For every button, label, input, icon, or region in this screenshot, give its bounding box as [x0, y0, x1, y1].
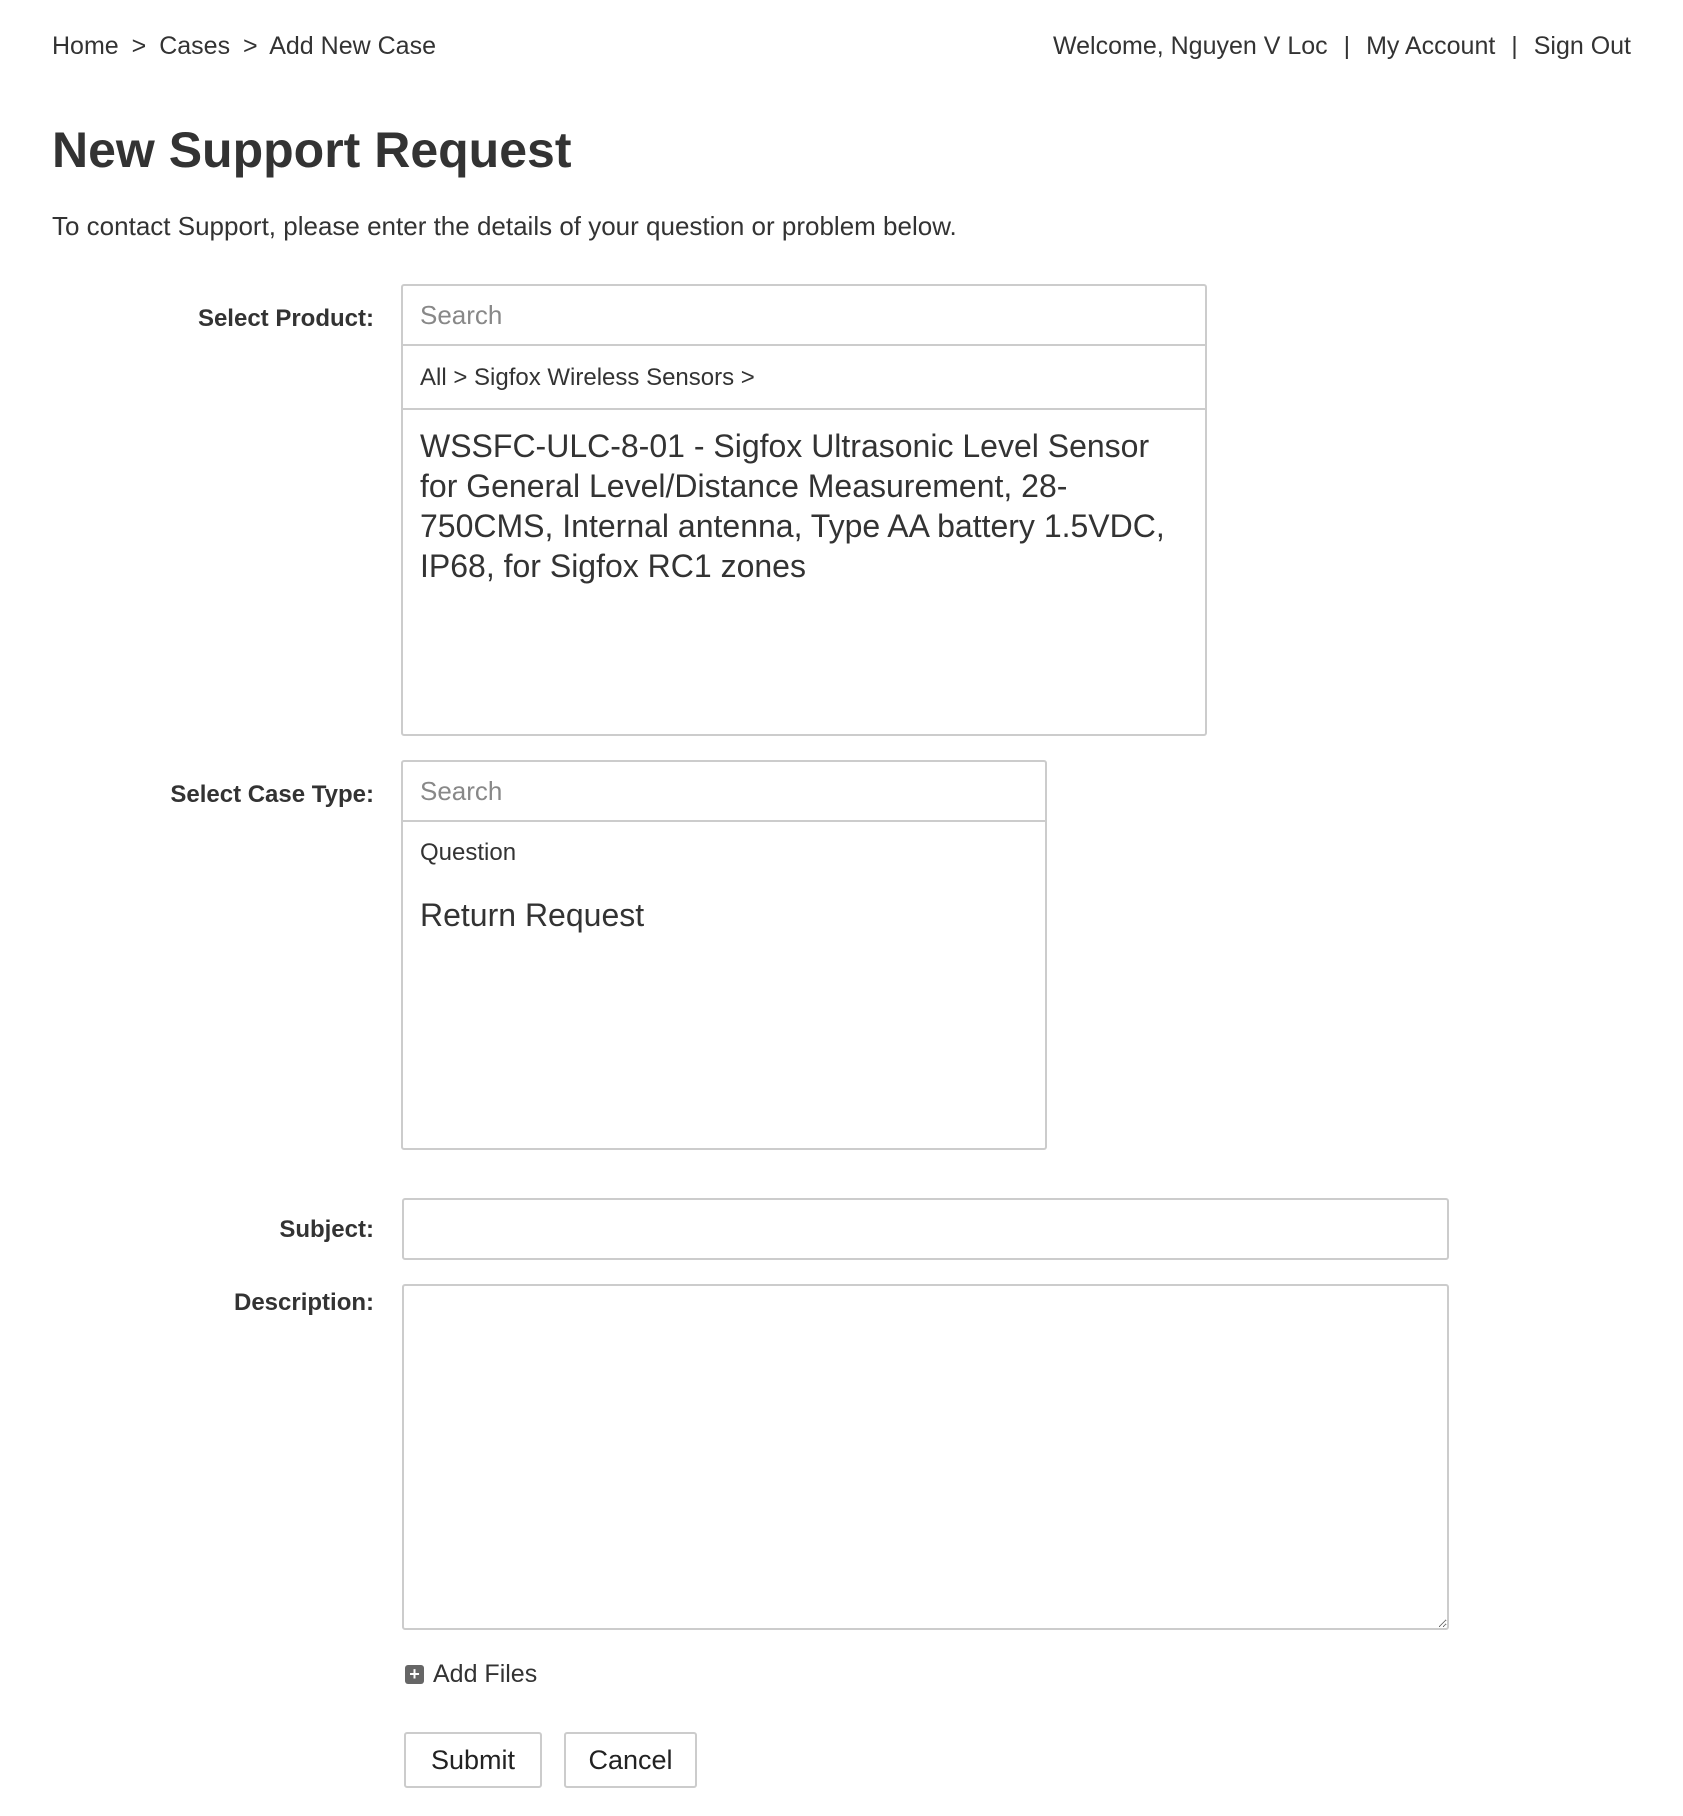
cancel-button[interactable]: Cancel [564, 1732, 697, 1788]
add-files-label: Add Files [433, 1660, 538, 1688]
account-separator: | [1343, 32, 1351, 60]
product-list-item[interactable]: WSSFC-ULC-8-01 - Sigfox Ultrasonic Level Sensor for General Level/Distance Measurement, 28-750CMS, Internal antenna, Type AA battery 1.5VDC, IP68, for Sigfox RC1 zones [420, 428, 1165, 584]
add-files-button[interactable] [405, 1656, 537, 1692]
product-picker [401, 284, 1207, 736]
breadcrumb-home-link[interactable]: Home [52, 32, 119, 60]
breadcrumb-separator: > [243, 32, 258, 60]
plus-square-icon: + [405, 1665, 424, 1684]
case-type-item-question[interactable]: Question [420, 839, 517, 866]
breadcrumb-cases-link[interactable]: Cases [159, 32, 231, 60]
page-title: New Support Request [52, 122, 572, 178]
account-separator: | [1511, 32, 1518, 60]
subject-label: Subject: [279, 1216, 374, 1243]
description-label: Description: [233, 1289, 374, 1316]
breadcrumb-current: Add New Case [269, 32, 436, 60]
account-links [1053, 28, 1631, 64]
product-search-input[interactable] [403, 286, 1205, 346]
select-case-type-label: Select Case Type: [170, 781, 374, 808]
my-account-link[interactable]: My Account [1366, 32, 1496, 60]
breadcrumb-separator: > [131, 32, 147, 60]
case-type-item-return-request[interactable]: Return Request [420, 897, 645, 933]
subject-input[interactable] [402, 1198, 1449, 1260]
intro-text: To contact Support, please enter the details of your question or problem below. [52, 211, 957, 241]
product-category-path[interactable]: All > Sigfox Wireless Sensors > [403, 346, 1205, 410]
select-product-label: Select Product: [197, 305, 374, 332]
case-type-picker [401, 760, 1047, 1150]
welcome-text: Welcome, Nguyen V Loc [1053, 32, 1328, 60]
description-textarea[interactable] [402, 1284, 1449, 1630]
breadcrumb [52, 28, 436, 64]
submit-button[interactable]: Submit [404, 1732, 542, 1788]
case-type-search-input[interactable] [403, 762, 1045, 822]
case-type-list [403, 822, 1045, 935]
sign-out-link[interactable]: Sign Out [1533, 32, 1631, 60]
